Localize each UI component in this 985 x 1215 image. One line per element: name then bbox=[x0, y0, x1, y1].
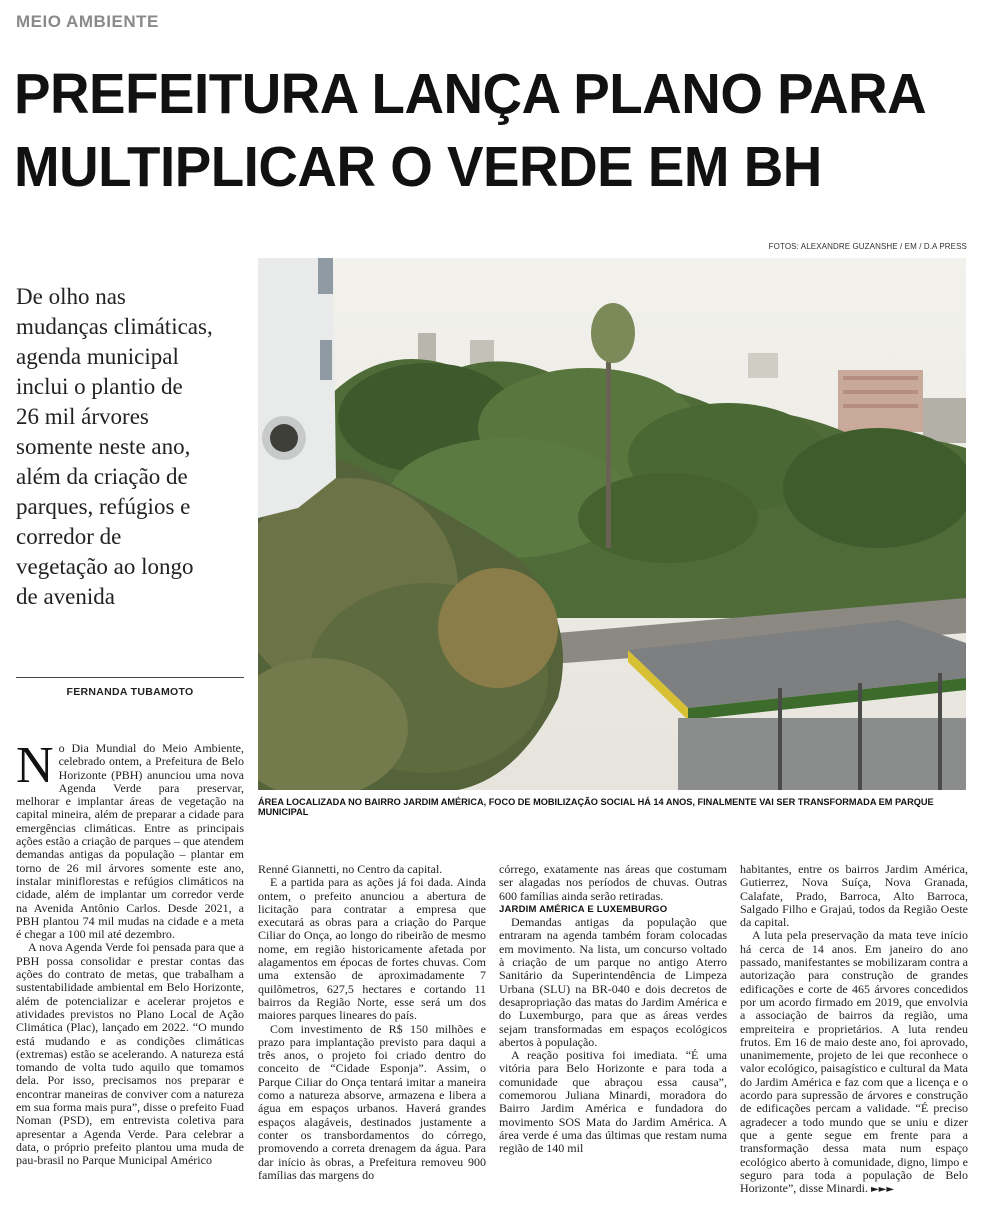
body-paragraph: E a partida para as ações já foi dada. Ainda ontem, o prefeito anunciou a abertura de licitação para contratar a empresa que executará as obras para a criação do Parque Ciliar do Onça, ao longo do ribeirão de mesmo nome, em região historicamente afetada por alagamentos em épocas de fortes chuvas. Com uma extensão de aproximadamente 7 quilômetros, 627,5 hectares e cortando 11 bairros da Região Norte, esse será um dos maiores parques lineares do país. bbox=[258, 875, 486, 1023]
section-label: MEIO AMBIENTE bbox=[16, 12, 159, 31]
deck-line: corredor de bbox=[16, 524, 122, 549]
deck-line: 26 mil árvores bbox=[16, 404, 149, 429]
photo-credit: FOTOS: ALEXANDRE GUZANSHE / EM / D.A PRESS bbox=[768, 242, 967, 251]
headline-line-2: MULTIPLICAR O VERDE EM BH bbox=[14, 135, 822, 199]
deck bbox=[16, 282, 252, 612]
body-paragraph: córrego, exatamente nas áreas que costumam ser alagadas nos períodos de chuvas. Outras 600 famílias ainda serão retiradas. bbox=[499, 862, 727, 903]
body-paragraph: habitantes, entre os bairros Jardim América, Gutierrez, Nova Suíça, Nova Granada, Calafate, Prado, Barroca, Alto Barroca, Salgado Filho e Grajaú, todos da Região Oeste da capital. bbox=[740, 862, 968, 930]
park-photo bbox=[258, 258, 966, 790]
deck-line: somente neste ano, bbox=[16, 434, 191, 459]
deck-line: de avenida bbox=[16, 584, 115, 609]
body-paragraph: A luta pela preservação da mata teve início há cerca de 14 anos. Em janeiro do ano passado, manifestantes se mobilizaram contra a autorização para construção de grandes edificações e corte de 465 árvores concedidos por um acordo firmado em 2019, que envolvia a associação de bairros da região, uma empreiteira e proprietários. A luta rendeu frutos. Em 16 de maio deste ano, foi aprovado, unanimemente, projeto de lei que reconhece o valor ecológico, paisagístico e cultural da Mata do Jardim América e faz com que a licença e o acordo para supressão de árvores e construção de edificações percam a validade. “É preciso agradecer a todo mundo que se uniu e dizer que a gente segue em frente para a transformação dessa mata num espaço ecológico aberto à comunidade, digno, limpo e seguro para toda a população de Belo Horizonte”, disse Minardi. ►►► bbox=[740, 928, 968, 1196]
byline-rule bbox=[16, 677, 244, 678]
photo-caption: ÁREA LOCALIZADA NO BAIRRO JARDIM AMÉRICA, FOCO DE MOBILIZAÇÃO SOCIAL HÁ 14 ANOS, FINALMENTE VAI SER TRANSFORMADA EM PARQUE MUNICIPAL bbox=[258, 797, 934, 817]
body-paragraph: Renné Giannetti, no Centro da capital. bbox=[258, 862, 443, 876]
drop-cap: N bbox=[16, 737, 54, 794]
body-column-2 bbox=[258, 863, 486, 1182]
headline bbox=[14, 58, 936, 204]
byline: FERNANDA TUBAMOTO bbox=[66, 686, 194, 698]
subhead: JARDIM AMÉRICA E LUXEMBURGO bbox=[499, 903, 668, 915]
deck-line: inclui o plantio de bbox=[16, 374, 183, 399]
body-column-4 bbox=[740, 863, 968, 1196]
deck-line: mudanças climáticas, bbox=[16, 314, 213, 339]
body-paragraph: A nova Agenda Verde foi pensada para que a PBH possa consolidar e prestar contas das ações do contrato de metas, que trabalham a sustentabilidade ambiental em Belo Horizonte, além de potencializar e acelerar projetos e atividades previstos no Plano Local de Ação Climática (Plac), lançado em 2022. “O mundo está mudando e as condições climáticas (extremas) estão se acelerando. A natureza está tomando de volta tudo aquilo que tomamos dela. Por isso, precisamos nos preparar e encontrar maneiras de conviver com a natureza em sua forma mais pura”, disse o prefeito Fuad Noman (PSD), em entrevista coletiva para apresentar a Agenda Verde. Para celebrar a data, o próprio prefeito plantou uma muda de pau-brasil no Parque Municipal Américo bbox=[16, 940, 244, 1168]
deck-line: agenda municipal bbox=[16, 344, 179, 369]
body-paragraph: A reação positiva foi imediata. “É uma vitória para Belo Horizonte e para toda a comunidade que abraçou essa causa”, comemorou Juliana Minardi, moradora do Bairro Jardim América e fundadora do movimento SOS Mata do Jardim América. A área verde é uma das últimas que restam numa região de 140 mil bbox=[499, 1048, 727, 1156]
deck-line: além da criação de bbox=[16, 464, 188, 489]
body-column-3 bbox=[499, 863, 727, 1156]
end-mark-icon: ►►► bbox=[870, 1184, 895, 1196]
body-paragraph: Demandas antigas da população que entraram na agenda também foram colocadas em movimento. Na lista, um concurso voltado à criação de um parque no antigo Aterro Sanitário da Superintendência de Limpeza Urbana (SLU) na BR-040 e dois decretos de desapropriação das matas do Jardim América e do Luxemburgo, para que as áreas verdes sejam transformadas em espaços ecológicos abertos à população. bbox=[499, 915, 727, 1049]
body-paragraph: No Dia Mundial do Meio Ambiente, celebrado ontem, a Prefeitura de Belo Horizonte (PBH) anunciou uma nova Agenda Verde para preservar, melhorar e implantar áreas de vegetação na capital mineira, além de preparar a cidade para emergências climáticas. Entre as principais ações estão a criação de parques – que atendem demandas antigas da população – plantar em torno de 26 mil árvores somente este ano, instalar miniflorestas e refúgios climáticos na cidade, além de implantar um corredor verde na Avenida Antônio Carlos. Desde 2021, a PBH plantou 74 mil mudas na cidade e a meta é chegar a 100 mil até dezembro. bbox=[16, 737, 244, 942]
headline-line-1: PREFEITURA LANÇA PLANO PARA bbox=[14, 62, 927, 126]
deck-line: parques, refúgios e bbox=[16, 494, 191, 519]
deck-line: vegetação ao longo bbox=[16, 554, 194, 579]
body-paragraph: Com investimento de R$ 150 milhões e prazo para implantação previsto para daqui a três anos, o projeto foi criado dentro do conceito de “Cidade Esponja”. Assim, o Parque Ciliar do Onça tentará imitar a maneira como a natureza absorve, armazena e libera a água em espaços urbanos. Haverá grandes espaços alagáveis, destinados justamente a conter os transbordamentos do córrego, promovendo a correta drenagem da água. Para dar início às obras, a Prefeitura removeu 900 famílias das margens do bbox=[258, 1021, 486, 1182]
deck-line: De olho nas bbox=[16, 284, 126, 309]
body-column-1 bbox=[16, 737, 244, 1168]
